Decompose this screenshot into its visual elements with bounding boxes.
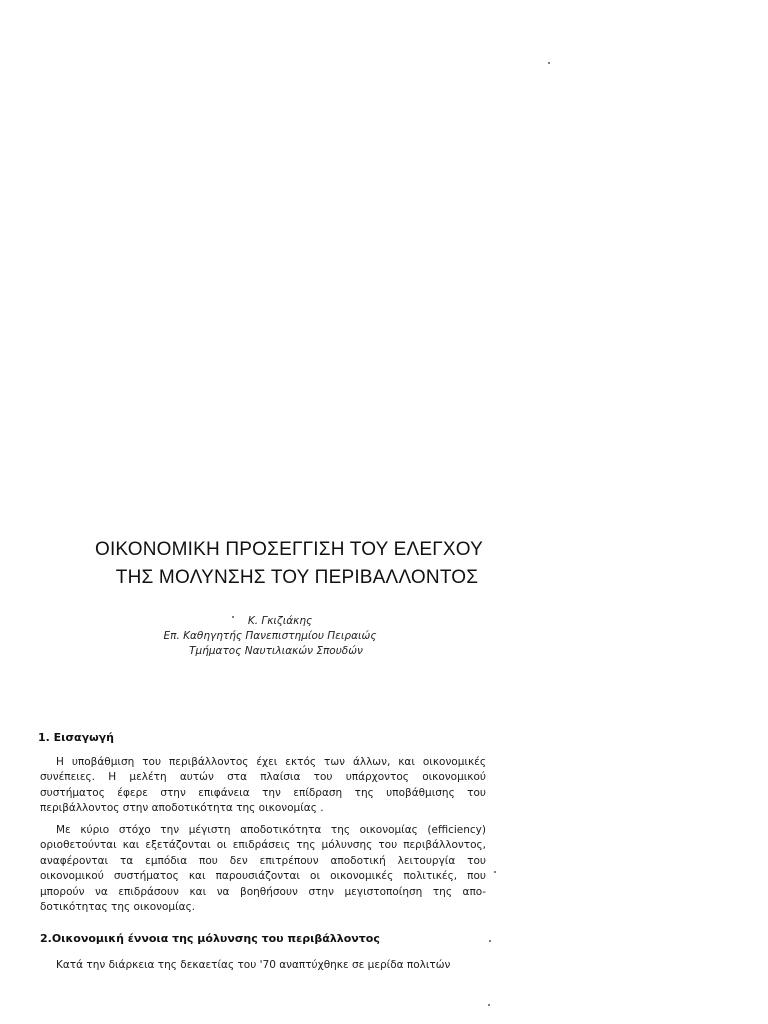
title-line-1: ΟΙΚΟΝΟΜΙΚΗ ΠΡΟΣΕΓΓΙΣΗ ΤΟΥ ΕΛΕΓΧΟΥ <box>94 539 484 560</box>
scan-speck <box>489 940 491 942</box>
text-line: Κατά την διάρκεια της δεκαετίας του '70 αναπτύχθηκε σε μερίδα πολιτών <box>56 959 451 971</box>
section-heading-intro: 1. Εισαγωγή <box>38 731 114 744</box>
text-line: συνέπειες. Η μελέτη αυτών στα πλαίσια του υπάρχοντος οικονομικού <box>40 771 486 784</box>
author-affiliation-1: Επ. Καθηγητής Πανεπιστημίου Πειραιώς <box>163 630 377 642</box>
scan-speck <box>232 616 234 618</box>
scan-speck <box>494 871 496 873</box>
text-line: συστήματος έφερε στην επιφάνεια την επίδραση της υποβάθμισης του <box>40 786 486 799</box>
text-line: οριοθετούνται και εξετάζονται οι επιδράσεις της μόλυνσης του περιβάλλοντος, <box>40 839 486 852</box>
text-line: Η υποβάθμιση του περιβάλλοντος έχει εκτός των άλλων, και οικονομικές <box>56 756 486 768</box>
author-affiliation-2: Τμήματος Ναυτιλιακών Σπουδών <box>189 645 363 657</box>
intro-paragraph-2 <box>40 823 486 915</box>
text-line: περιβάλλοντος στην αποδοτικότητα της οικονομίας . <box>40 802 324 815</box>
author-block <box>120 614 420 659</box>
text-line: δοτικότητας της οικονομίας. <box>40 901 196 914</box>
text-line: αναφέρονται τα εμπόδια που δεν επιτρέπουν αποδοτική λειτουργία του <box>40 854 486 867</box>
scan-speck <box>488 1004 490 1006</box>
title-line-2: ΤΗΣ ΜΟΛΥΝΣΗΣ ΤΟΥ ΠΕΡΙΒΑΛΛΟΝΤΟΣ <box>115 567 479 588</box>
text-line: μπορούν να επιδράσουν και να βοηθήσουν στην μεγιστοποίηση της απο- <box>40 885 486 898</box>
article-title <box>60 536 500 592</box>
author-name: Κ. Γκιζιάκης <box>247 615 313 627</box>
intro-paragraph-1 <box>40 755 486 817</box>
scan-speck <box>548 62 550 64</box>
text-line: οικονομικού συστήματος και παρουσιάζονται οι οικονομικές πολιτικές, που <box>40 870 486 883</box>
section2-paragraph-1 <box>40 958 486 973</box>
section-heading-2: 2.Οικονομική έννοια της μόλυνσης του περιβάλλοντος <box>40 932 380 945</box>
text-line: Με κύριο στόχο την μέγιστη αποδοτικότητα της οικονομίας (efficiency) <box>56 824 486 836</box>
